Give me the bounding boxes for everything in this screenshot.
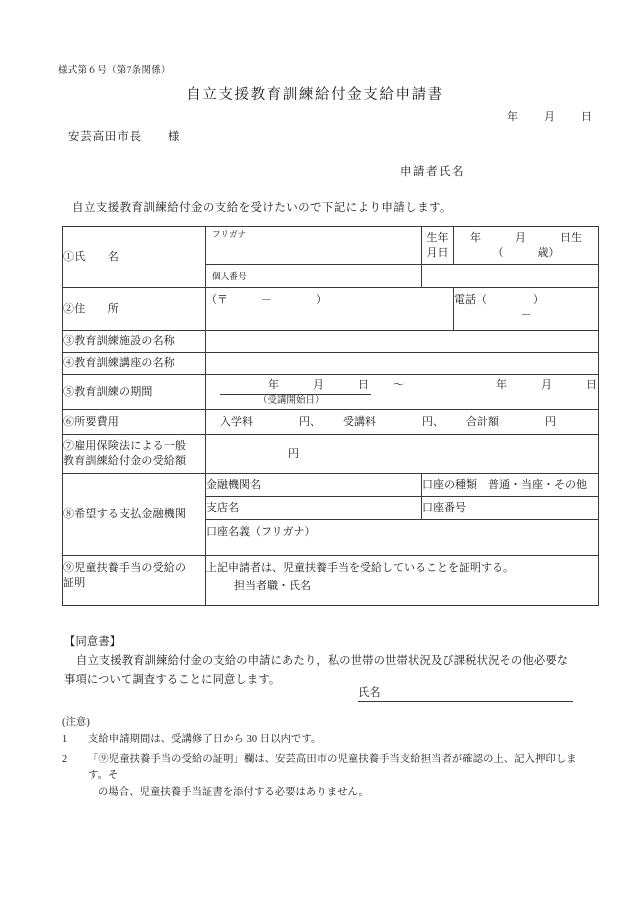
addressee-name: 安芸高田市長: [68, 131, 142, 143]
note-text: [88, 752, 592, 802]
note-text-continuation: の場合、児童扶養手当証書を添付する必要はありません。: [98, 787, 369, 799]
period-start-date: [220, 378, 371, 395]
birthdate-label-cell: 生年月日: [422, 227, 454, 265]
consent-title: 【同意書】: [64, 636, 122, 648]
allowance-cert-field[interactable]: [206, 556, 599, 606]
mynumber-field[interactable]: [206, 265, 422, 288]
postal-code-label: （〒 － ）: [206, 294, 327, 306]
row-label-period: ⑤教育訓練の期間: [63, 375, 206, 410]
note-text-main: 支給申請期間は、受講修了日から 30 日以内です。: [88, 734, 322, 745]
course-name-field[interactable]: [206, 353, 599, 375]
period-end-day: 日: [586, 379, 597, 391]
row-label-insurance-benefit: [63, 435, 206, 474]
note-number: 1: [62, 734, 68, 745]
addressee: [68, 128, 180, 144]
intro-sentence: 自立支援教育訓練給付金の支給を受けたいので下記により申請します。: [72, 202, 452, 214]
period-start-month: 月: [313, 379, 324, 391]
insurance-benefit-yen: 円: [288, 447, 299, 460]
allowance-statement: 上記申請者は、児童扶養手当を受給していることを証明する。: [206, 562, 514, 574]
facility-name-field[interactable]: [206, 331, 599, 353]
period-end-month: 月: [541, 379, 552, 391]
course-fee-label: 受講料: [343, 415, 376, 428]
note-item: [62, 732, 592, 749]
row-label-course: ④教育訓練講座の名称: [63, 353, 206, 375]
period-start-note: （受講開始日）: [258, 395, 325, 406]
period-start-year: 年: [268, 379, 279, 391]
insurance-label-line2: 教育訓練給付金の受給額: [63, 455, 187, 467]
mynumber-right-blank: [422, 265, 599, 288]
address-field[interactable]: [206, 288, 454, 331]
table-row-course: [63, 353, 599, 375]
telephone-line: [454, 293, 598, 308]
insurance-label-line1: ⑦雇用保険法による一般: [63, 440, 187, 453]
date-month-label: 月: [544, 111, 555, 123]
consent-signature-label: 氏名: [358, 687, 381, 699]
officer-name-label: 担当者職・氏名: [234, 579, 311, 592]
form-code: 様式第６号（第7条関係）: [58, 66, 171, 76]
telephone-dash: －: [520, 308, 532, 321]
table-row-facility: [63, 331, 599, 353]
date-line: [507, 108, 592, 124]
consent-body: 自立支援教育訓練給付金の支給の申請にあたり，私の世帯の世帯状況及び課税状況その他必要な事項について調査することに同意します。: [64, 655, 569, 686]
mynumber-label: 個人番号: [212, 270, 247, 281]
row-label-costs: ⑥所要費用: [63, 410, 206, 435]
age-open-paren: （: [492, 246, 504, 259]
course-fee-yen: 円、: [422, 415, 444, 428]
table-row-insurance-benefit: [63, 435, 599, 474]
entrance-fee-label: 入学料: [220, 415, 253, 428]
branch-name-field[interactable]: 支店名: [206, 497, 422, 520]
birth-month-label: 月: [515, 231, 526, 244]
total-amount-yen: 円: [545, 415, 556, 428]
period-start-day: 日: [358, 379, 369, 391]
period-dates: [206, 378, 598, 395]
row-label-bank: ⑧希望する支払金融機関: [63, 474, 206, 556]
costs-field[interactable]: [206, 410, 599, 435]
birthdate-value-cell[interactable]: [454, 227, 599, 265]
note-number: 2: [62, 753, 68, 765]
furigana-field[interactable]: [206, 227, 422, 243]
entrance-fee-yen: 円、: [299, 415, 321, 428]
consent-signature-row[interactable]: [358, 684, 573, 702]
table-row-bank-name: [63, 474, 599, 497]
addressee-honorific: 様: [167, 131, 181, 143]
period-end-year: 年: [496, 379, 507, 391]
notes-block: [62, 713, 592, 805]
bank-name-field[interactable]: 金融機関名: [206, 474, 422, 497]
note-text: [88, 732, 592, 749]
birthdate-age: [454, 246, 598, 261]
allowance-label-line1: ⑨児童扶養手当の受給の: [63, 562, 187, 574]
telephone-close-paren: ）: [533, 294, 544, 306]
birthdate-ymd: [454, 231, 598, 246]
telephone-label: 電話（: [454, 294, 487, 306]
allowance-label-line2: 証明: [63, 576, 86, 589]
date-year-label: 年: [507, 111, 518, 123]
row-label-address: ②住 所: [63, 288, 206, 331]
telephone-field[interactable]: [454, 288, 599, 331]
table-row-costs: [63, 410, 599, 435]
consent-block: [64, 633, 574, 689]
account-type-field[interactable]: 口座の種類 普通・当座・その他: [422, 474, 599, 497]
age-unit: 歳）: [537, 246, 560, 259]
table-row-address: [63, 288, 599, 331]
note-text-main: 「⑨児童扶養手当の受給の証明」欄は、安芸高田市の児童扶養手当支給担当者が確認の上、記入押印します。そ: [88, 753, 577, 782]
document-title: 自立支援教育訓練給付金支給申請書: [186, 87, 444, 103]
row-label-name: ①氏 名: [63, 227, 206, 288]
birth-day-label: 日生: [560, 231, 582, 244]
application-table: [62, 226, 599, 606]
period-field[interactable]: [206, 375, 599, 410]
account-holder-field[interactable]: 口座名義（フリガナ）: [206, 520, 599, 556]
table-row-allowance-cert: [63, 556, 599, 606]
row-label-allowance-cert: [63, 556, 206, 606]
table-row-name: [63, 227, 599, 243]
table-row-period: [63, 375, 599, 410]
row-label-facility: ③教育訓練施設の名称: [63, 331, 206, 353]
total-amount-label: 合計額: [466, 415, 499, 428]
insurance-benefit-field[interactable]: [206, 435, 599, 474]
birth-year-label: 年: [470, 231, 481, 244]
date-day-label: 日: [581, 111, 592, 123]
account-number-field[interactable]: 口座番号: [422, 497, 599, 520]
note-item: [62, 752, 592, 802]
furigana-label: フリガナ: [212, 229, 247, 240]
notes-heading: (注意): [62, 717, 90, 728]
name-input-field[interactable]: [206, 242, 422, 265]
period-tilde: ～: [393, 379, 404, 391]
applicant-name-label: 申請者氏名: [400, 166, 465, 178]
